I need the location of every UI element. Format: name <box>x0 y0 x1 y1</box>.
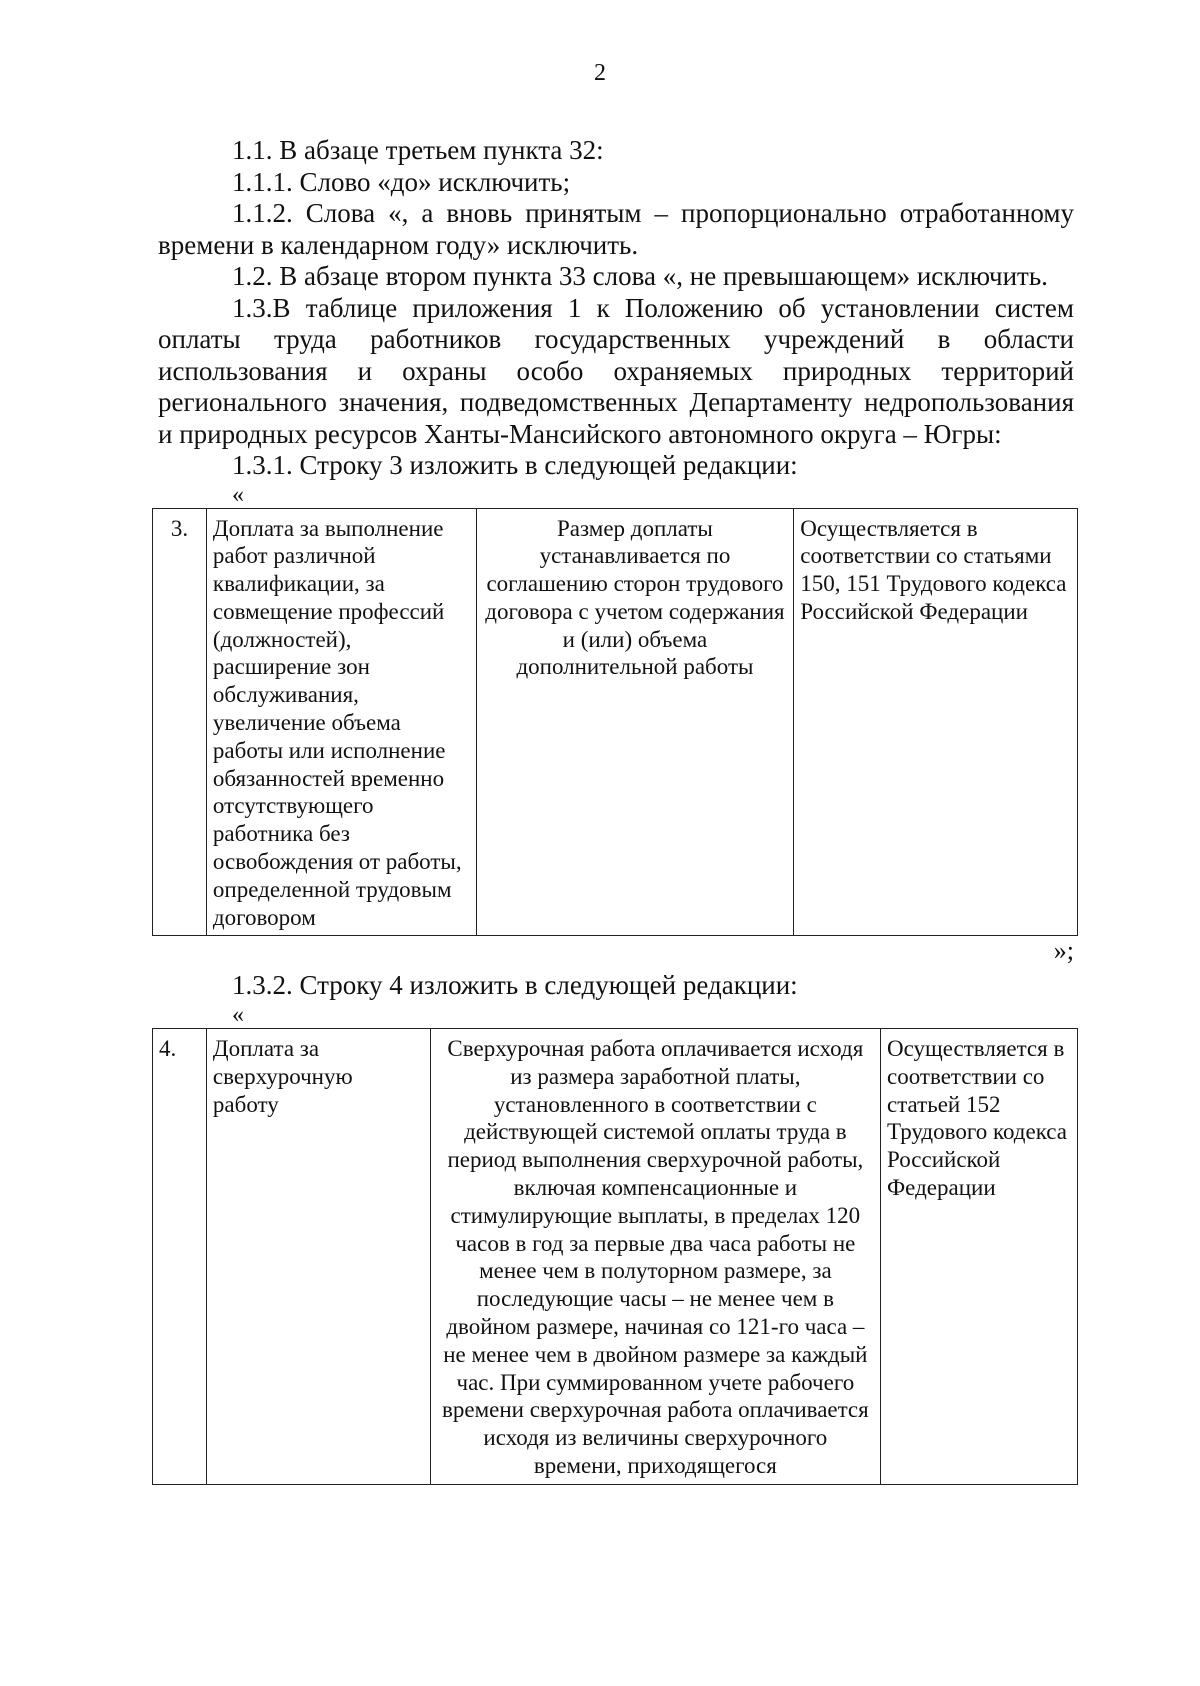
row-4-payment-size: Сверхурочная работа оплачивается исходя из размера заработной платы, установленного в соответствии с действующей системой оплаты труда в период выполнения сверхурочной работы, включая компенсационные и стимулирующие выплаты, в пределах 120 часов в год за первые два часа работы не менее чем в полуторном размере, за последующие часы – не менее чем в двойном размере, начиная со 121-го часа – не менее чем в двойном размере за каждый час. При суммированном учете рабочего времени сверхурочная работа оплачивается исходя из величины сверхурочного времени, приходящегося <box>430 1028 880 1484</box>
table-row <box>153 508 1078 936</box>
table-row-3-amendment <box>152 508 1078 937</box>
row-3-number: 3. <box>153 508 207 936</box>
table-row <box>153 1028 1078 1484</box>
paragraph-1-1: 1.1. В абзаце третьем пункта 32: <box>232 135 604 165</box>
row-4-payment-name: Доплата за сверхурочную работу <box>206 1028 430 1484</box>
paragraph-1-2: 1.2. В абзаце втором пункта 33 слова «, не превышающем» исключить. <box>232 261 1048 291</box>
row-4-number: 4. <box>153 1028 207 1484</box>
page-number: 2 <box>594 60 606 86</box>
paragraph-1-1-1: 1.1.1. Слово «до» исключить; <box>232 166 571 197</box>
row-3-legal-basis: Осуществляется в соответствии со статьями 150, 151 Трудового кодекса Российской Федерации <box>794 508 1078 936</box>
opening-quote-row-4: « <box>232 1001 244 1028</box>
row-4-legal-basis: Осуществляется в соответствии со статьей 152 Трудового кодекса Российской Федерации <box>881 1028 1078 1484</box>
paragraph-1-3-2: 1.3.2. Строку 4 изложить в следующей редакции: <box>232 970 798 1001</box>
closing-quote-row-3: »; <box>1053 936 1074 966</box>
row-3-payment-size: Размер доплаты устанавливается по соглашению сторон трудового договора с учетом содержания и (или) объема дополнительной работы <box>476 508 794 936</box>
table-row-4-amendment <box>152 1028 1078 1485</box>
paragraph-1-3-1: 1.3.1. Строку 3 изложить в следующей редакции: <box>232 450 798 480</box>
document-body <box>158 135 1074 1485</box>
opening-quote-row-3: « <box>232 481 244 508</box>
paragraph-1-1-2: 1.1.2. Слова «, а вновь принятым – пропорционально отработанному времени в календарном году» исключить. <box>158 198 1074 260</box>
row-3-payment-name: Доплата за выполнение работ различной квалификации, за совмещение профессий (должностей), расширение зон обслуживания, увеличение объема работы или исполнение обязанностей временно отсутствующего работника без освобождения от работы, определенной трудовым договором <box>206 508 476 936</box>
paragraph-1-3: 1.3.В таблице приложения 1 к Положению об установлении систем оплаты труда работников государственных учреждений в области использования и охраны особо охраняемых природных территорий регионального значения, подведомственных Департаменту недропользования и природных ресурсов Ханты-Мансийского автономного округа – Югры: <box>158 292 1074 449</box>
